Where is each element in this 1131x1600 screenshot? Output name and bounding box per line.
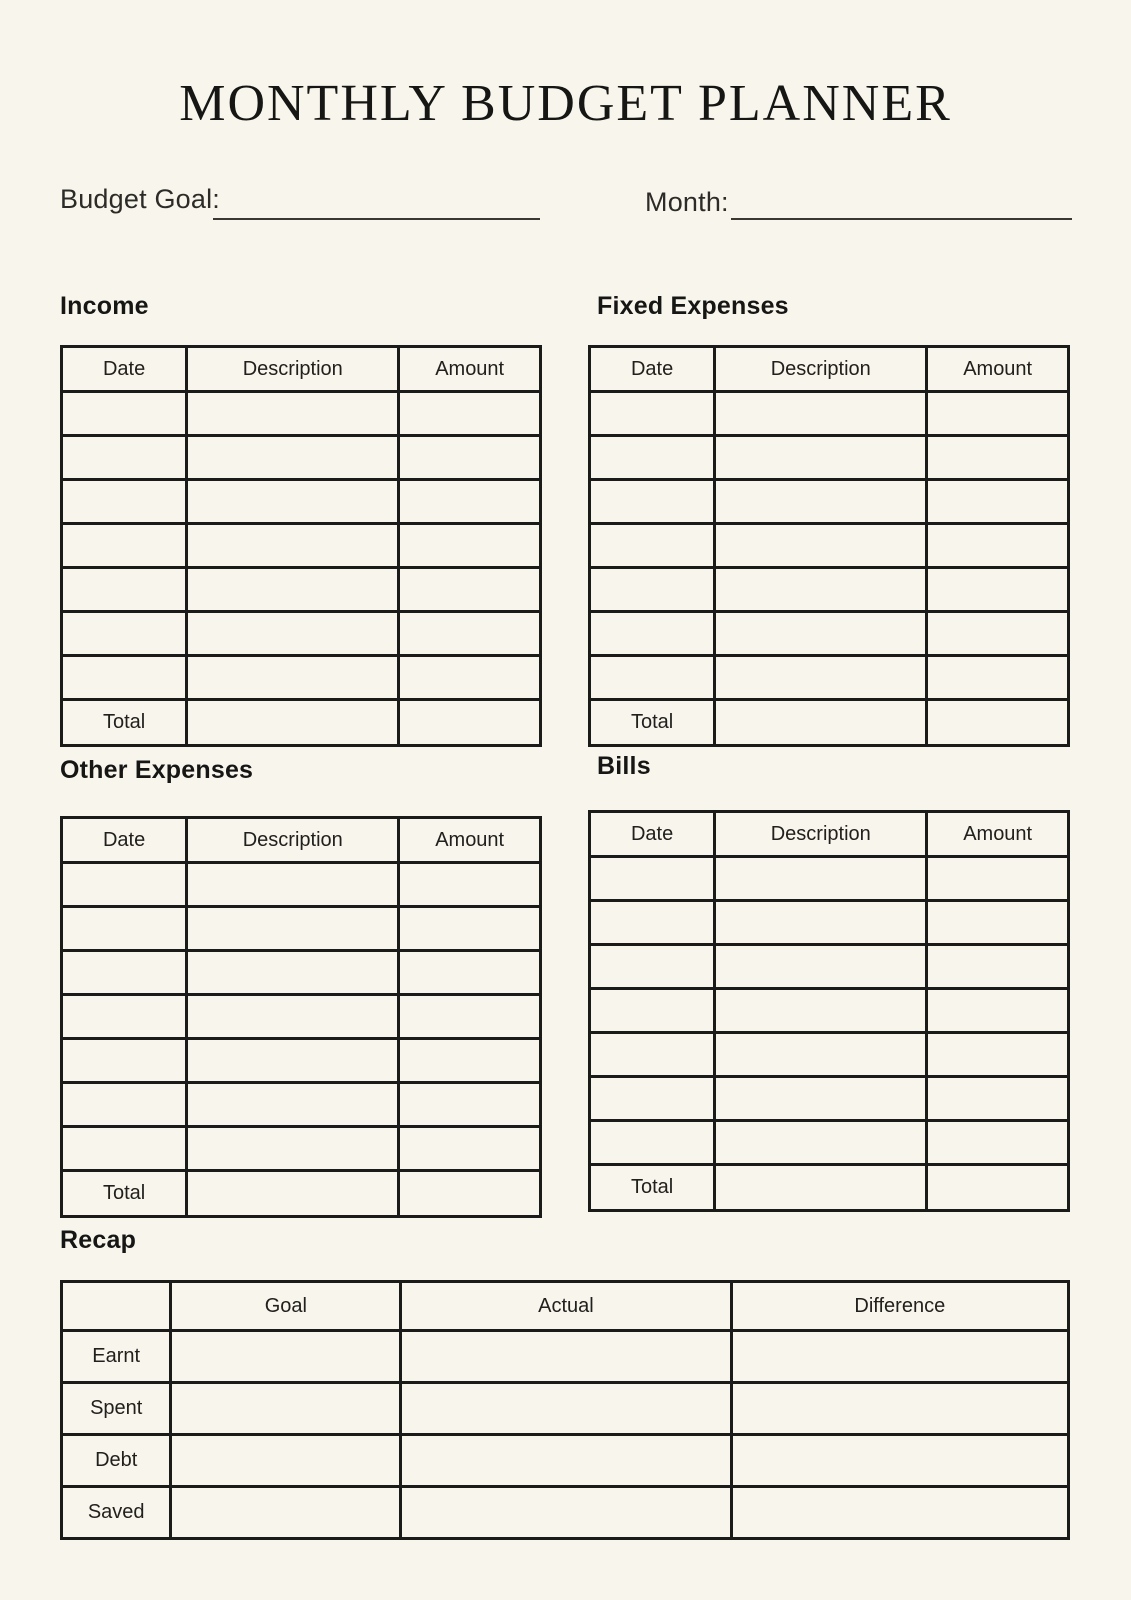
recap-row [62, 1331, 1069, 1383]
table-header-row [590, 347, 1069, 392]
column-header: Date [590, 347, 715, 392]
table-cell[interactable] [187, 1039, 399, 1083]
recap-row [62, 1487, 1069, 1539]
table-row [62, 524, 541, 568]
table-row [62, 1039, 541, 1083]
bills-table [588, 810, 1070, 1212]
table-row [590, 524, 1069, 568]
table-cell[interactable] [187, 863, 399, 907]
table-cell[interactable] [62, 863, 187, 907]
table-cell[interactable] [62, 1039, 187, 1083]
table-cell[interactable] [590, 568, 715, 612]
table-cell[interactable] [62, 612, 187, 656]
recap-column-header: Actual [401, 1282, 731, 1331]
table-header-row [62, 347, 541, 392]
table-row [590, 1121, 1069, 1165]
table-cell[interactable] [590, 436, 715, 480]
column-header: Amount [927, 347, 1069, 392]
table-cell[interactable] [927, 392, 1069, 436]
table-cell[interactable] [590, 857, 715, 901]
table-cell[interactable] [399, 1083, 541, 1127]
table-cell[interactable] [399, 951, 541, 995]
recap-cell[interactable] [171, 1435, 401, 1487]
table-row [62, 568, 541, 612]
table-row [590, 857, 1069, 901]
table-cell[interactable] [715, 945, 927, 989]
table-header-row [62, 818, 541, 863]
table-cell[interactable] [590, 1121, 715, 1165]
recap-cell[interactable] [731, 1383, 1068, 1435]
table-cell[interactable] [715, 480, 927, 524]
table-cell[interactable] [62, 907, 187, 951]
table-cell[interactable] [715, 612, 927, 656]
table-cell[interactable] [715, 1121, 927, 1165]
recap-row-label: Earnt [62, 1331, 171, 1383]
column-header: Date [62, 818, 187, 863]
table-cell[interactable] [62, 392, 187, 436]
column-header: Amount [399, 818, 541, 863]
recap-cell[interactable] [401, 1331, 731, 1383]
table-row [62, 907, 541, 951]
recap-cell[interactable] [731, 1331, 1068, 1383]
total-value-cell[interactable] [927, 700, 1069, 746]
total-row [590, 700, 1069, 746]
total-value-cell[interactable] [927, 1165, 1069, 1211]
table-cell[interactable] [62, 995, 187, 1039]
other-expenses-table [60, 816, 542, 1218]
table-cell[interactable] [399, 524, 541, 568]
section-title-bills: Bills [597, 752, 651, 780]
recap-cell[interactable] [401, 1383, 731, 1435]
table-row [590, 656, 1069, 700]
total-value-cell[interactable] [715, 700, 927, 746]
recap-cell[interactable] [731, 1435, 1068, 1487]
table-row [62, 1127, 541, 1171]
recap-cell[interactable] [171, 1331, 401, 1383]
table-cell[interactable] [399, 995, 541, 1039]
column-header: Description [715, 812, 927, 857]
table-row [590, 989, 1069, 1033]
table-cell[interactable] [187, 480, 399, 524]
table-cell[interactable] [590, 612, 715, 656]
table-cell[interactable] [187, 951, 399, 995]
table-cell[interactable] [399, 1127, 541, 1171]
budget-goal-label: Budget Goal: [60, 184, 221, 214]
table-cell[interactable] [62, 1083, 187, 1127]
table-cell[interactable] [715, 436, 927, 480]
total-value-cell[interactable] [399, 1171, 541, 1217]
table-cell[interactable] [399, 907, 541, 951]
total-value-cell[interactable] [187, 1171, 399, 1217]
table-row [62, 995, 541, 1039]
table-cell[interactable] [62, 568, 187, 612]
table-cell[interactable] [590, 945, 715, 989]
table-cell[interactable] [927, 436, 1069, 480]
table-cell[interactable] [187, 995, 399, 1039]
total-row [590, 1165, 1069, 1211]
table-cell[interactable] [715, 656, 927, 700]
column-header: Description [715, 347, 927, 392]
table-cell[interactable] [399, 863, 541, 907]
recap-column-header [62, 1282, 171, 1331]
table-cell[interactable] [187, 524, 399, 568]
total-label-cell: Total [590, 700, 715, 746]
total-row [62, 700, 541, 746]
table-cell[interactable] [927, 1077, 1069, 1121]
column-header: Description [187, 818, 399, 863]
table-cell[interactable] [62, 436, 187, 480]
total-value-cell[interactable] [399, 700, 541, 746]
table-cell[interactable] [187, 656, 399, 700]
recap-row-label: Debt [62, 1435, 171, 1487]
table-cell[interactable] [62, 524, 187, 568]
table-row [590, 392, 1069, 436]
table-cell[interactable] [187, 1083, 399, 1127]
table-cell[interactable] [927, 989, 1069, 1033]
recap-header-row [62, 1282, 1069, 1331]
table-cell[interactable] [62, 1127, 187, 1171]
table-cell[interactable] [927, 568, 1069, 612]
table-row [62, 612, 541, 656]
recap-row [62, 1383, 1069, 1435]
table-cell[interactable] [187, 436, 399, 480]
table-row [62, 392, 541, 436]
total-row [62, 1171, 541, 1217]
budget-goal-input-line[interactable] [213, 218, 540, 220]
table-row [62, 480, 541, 524]
total-label-cell: Total [62, 1171, 187, 1217]
table-cell[interactable] [399, 436, 541, 480]
table-cell[interactable] [399, 392, 541, 436]
recap-row [62, 1435, 1069, 1487]
table-cell[interactable] [187, 392, 399, 436]
table-cell[interactable] [187, 907, 399, 951]
table-cell[interactable] [927, 1033, 1069, 1077]
table-cell[interactable] [187, 568, 399, 612]
table-cell[interactable] [927, 656, 1069, 700]
table-cell[interactable] [590, 1077, 715, 1121]
table-cell[interactable] [715, 568, 927, 612]
column-header: Date [62, 347, 187, 392]
table-cell[interactable] [62, 951, 187, 995]
month-label: Month: [645, 187, 729, 217]
page-title: MONTHLY BUDGET PLANNER [179, 75, 952, 132]
table-header-row [590, 812, 1069, 857]
column-header: Amount [927, 812, 1069, 857]
table-cell[interactable] [399, 612, 541, 656]
total-value-cell[interactable] [187, 700, 399, 746]
column-header: Amount [399, 347, 541, 392]
table-cell[interactable] [590, 480, 715, 524]
recap-table [60, 1280, 1070, 1540]
recap-cell[interactable] [401, 1435, 731, 1487]
table-cell[interactable] [715, 989, 927, 1033]
month-input-line[interactable] [731, 218, 1072, 220]
table-row [590, 480, 1069, 524]
table-row [62, 436, 541, 480]
table-cell[interactable] [187, 612, 399, 656]
table-cell[interactable] [399, 1039, 541, 1083]
column-header: Description [187, 347, 399, 392]
table-cell[interactable] [927, 524, 1069, 568]
table-cell[interactable] [927, 612, 1069, 656]
column-header: Date [590, 812, 715, 857]
recap-cell[interactable] [731, 1487, 1068, 1539]
table-cell[interactable] [399, 480, 541, 524]
recap-row-label: Spent [62, 1383, 171, 1435]
table-cell[interactable] [62, 656, 187, 700]
table-row [62, 1083, 541, 1127]
table-cell[interactable] [927, 945, 1069, 989]
table-cell[interactable] [590, 524, 715, 568]
total-value-cell[interactable] [715, 1165, 927, 1211]
table-cell[interactable] [715, 901, 927, 945]
table-cell[interactable] [927, 1121, 1069, 1165]
table-row [590, 1033, 1069, 1077]
table-cell[interactable] [927, 901, 1069, 945]
table-row [62, 863, 541, 907]
table-row [590, 568, 1069, 612]
section-title-fixed-expenses: Fixed Expenses [597, 292, 789, 320]
table-cell[interactable] [715, 857, 927, 901]
recap-column-header: Difference [731, 1282, 1068, 1331]
table-row [590, 945, 1069, 989]
table-cell[interactable] [399, 656, 541, 700]
section-title-recap: Recap [60, 1226, 137, 1254]
table-row [62, 951, 541, 995]
table-cell[interactable] [187, 1127, 399, 1171]
table-cell[interactable] [590, 901, 715, 945]
table-cell[interactable] [715, 1033, 927, 1077]
table-cell[interactable] [590, 1033, 715, 1077]
table-cell[interactable] [399, 568, 541, 612]
total-label-cell: Total [62, 700, 187, 746]
table-row [590, 1077, 1069, 1121]
income-table [60, 345, 542, 747]
fixed-expenses-table [588, 345, 1070, 747]
table-row [590, 612, 1069, 656]
table-cell[interactable] [927, 480, 1069, 524]
table-cell[interactable] [927, 857, 1069, 901]
table-row [590, 436, 1069, 480]
table-cell[interactable] [590, 989, 715, 1033]
table-row [590, 901, 1069, 945]
total-label-cell: Total [590, 1165, 715, 1211]
table-cell[interactable] [62, 480, 187, 524]
recap-column-header: Goal [171, 1282, 401, 1331]
recap-row-label: Saved [62, 1487, 171, 1539]
section-title-other-expenses: Other Expenses [60, 756, 254, 784]
recap-cell[interactable] [171, 1383, 401, 1435]
table-cell[interactable] [715, 392, 927, 436]
table-cell[interactable] [590, 656, 715, 700]
table-row [62, 656, 541, 700]
table-cell[interactable] [715, 524, 927, 568]
table-cell[interactable] [590, 392, 715, 436]
recap-cell[interactable] [171, 1487, 401, 1539]
recap-cell[interactable] [401, 1487, 731, 1539]
section-title-income: Income [60, 292, 149, 320]
table-cell[interactable] [715, 1077, 927, 1121]
